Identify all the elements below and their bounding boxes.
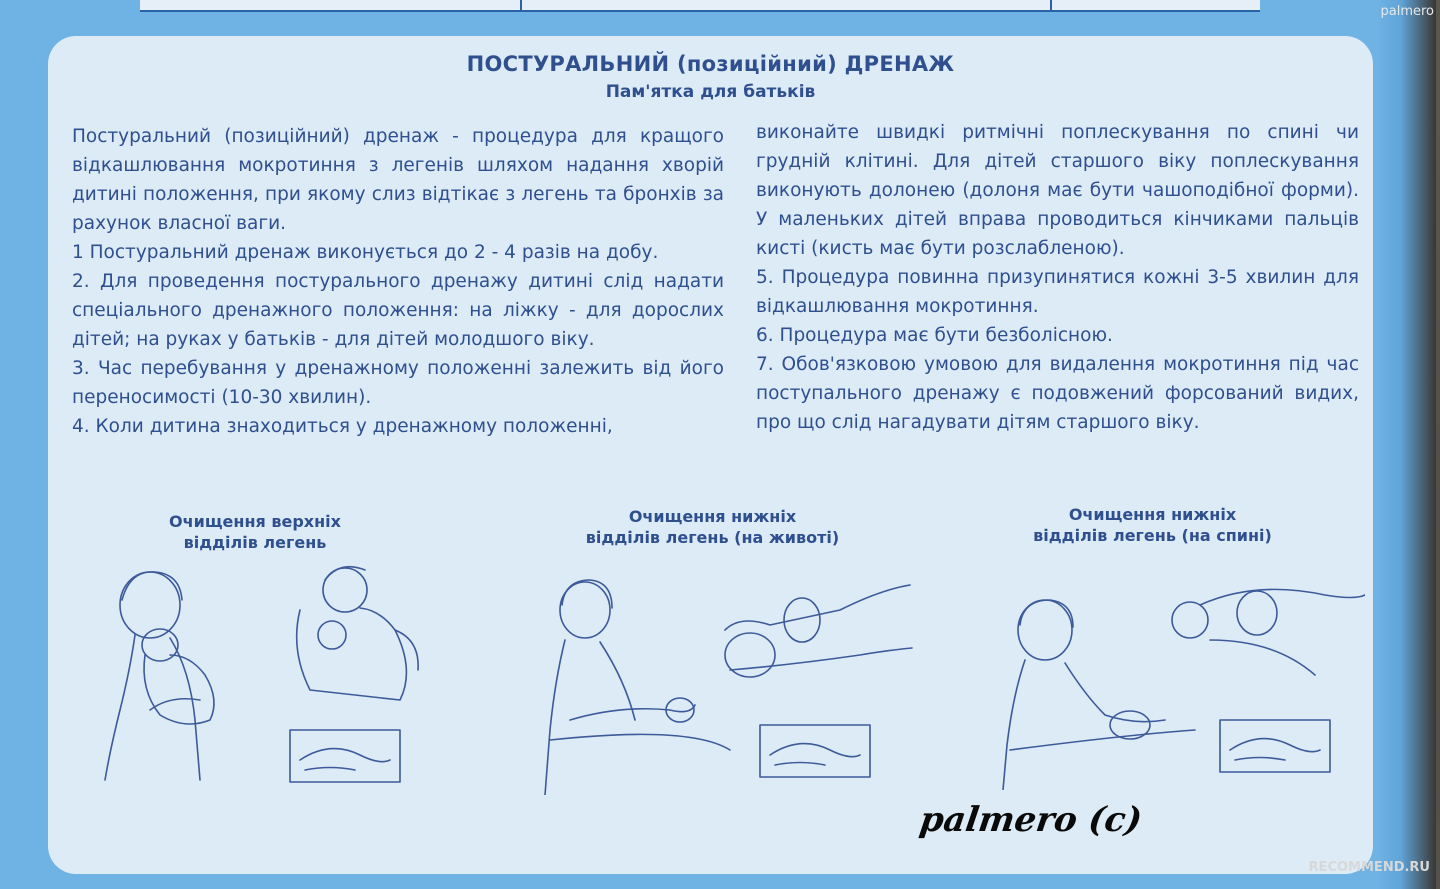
band-divider bbox=[520, 0, 522, 10]
instruction-item-1: 1 Постуральний дренаж виконується до 2 - 4 разів на добу. bbox=[72, 242, 659, 263]
section-title-upper-lungs bbox=[130, 511, 380, 553]
section-title-line: відділів легень (на спині) bbox=[1033, 526, 1272, 545]
section-title-lower-lungs-stomach bbox=[540, 506, 885, 548]
card-top-band bbox=[140, 0, 1260, 12]
card-edge-shadow bbox=[1378, 0, 1436, 889]
instruction-item-6: 6. Процедура має бути безболісною. bbox=[756, 325, 1113, 346]
instruction-item-7: 7. Обов'язковою умовою для видалення мокротиння під час поступального дренажу є подовжений форсований видих, про що слід нагадувати дітям старшого віку. bbox=[756, 354, 1359, 433]
section-title-line: Очищення нижніх bbox=[1068, 505, 1237, 524]
instruction-item-4-continued: виконайте швидкі ритмічні поплескування по спині чи грудній клітині. Для дітей старшого віку поплескування виконують долонею (долоня має бути чашоподібної форми). У маленьких дітей вправа проводиться кінчиками пальців кисті (кисть має бути розслабленою). bbox=[756, 122, 1359, 259]
illustration-lower-lungs-stomach bbox=[540, 570, 915, 795]
document-title: ПОСТУРАЛЬНИЙ (позиційний) ДРЕНАЖ bbox=[466, 52, 955, 76]
instruction-item-3: 3. Час перебування у дренажному положенні залежить від його переносимості (10-30 хвилин). bbox=[72, 358, 724, 408]
section-title-line: відділів легень (на животі) bbox=[585, 528, 840, 547]
right-text-column bbox=[756, 118, 1359, 437]
instruction-item-2: 2. Для проведення постурального дренажу дитині слід надати спеціального дренажного положення: на ліжку - для дорослих дітей; на руках у батьків - для дітей молодшого віку. bbox=[72, 271, 724, 350]
band-divider bbox=[1050, 0, 1052, 10]
section-title-line: відділів легень bbox=[183, 533, 327, 552]
document-subtitle: Пам'ятка для батьків bbox=[605, 82, 816, 102]
section-title-lower-lungs-back bbox=[995, 504, 1310, 546]
intro-paragraph: Постуральний (позиційний) дренаж - процедура для кращого відкашлювання мокротиння з легенів шляхом надання хворій дитині положення, при якому слиз відтікає з легень та бронхів за рахунок власної ваги. bbox=[72, 126, 724, 234]
watermark-top: palmero bbox=[1380, 4, 1434, 19]
section-title-line: Очищення верхніх bbox=[169, 512, 341, 531]
section-title-line: Очищення нижніх bbox=[628, 507, 797, 526]
instruction-item-4: 4. Коли дитина знаходиться у дренажному положенні, bbox=[72, 416, 613, 437]
illustration-upper-lungs bbox=[100, 560, 445, 785]
handwritten-signature: palmero (c) bbox=[917, 800, 1145, 840]
illustration-lower-lungs-back bbox=[995, 565, 1365, 790]
instruction-item-5: 5. Процедура повинна призупинятися кожні 3-5 хвилин для відкашлювання мокротиння. bbox=[756, 267, 1359, 317]
watermark-bottom: RECOMMEND.RU bbox=[1308, 860, 1430, 875]
left-text-column bbox=[72, 122, 724, 441]
